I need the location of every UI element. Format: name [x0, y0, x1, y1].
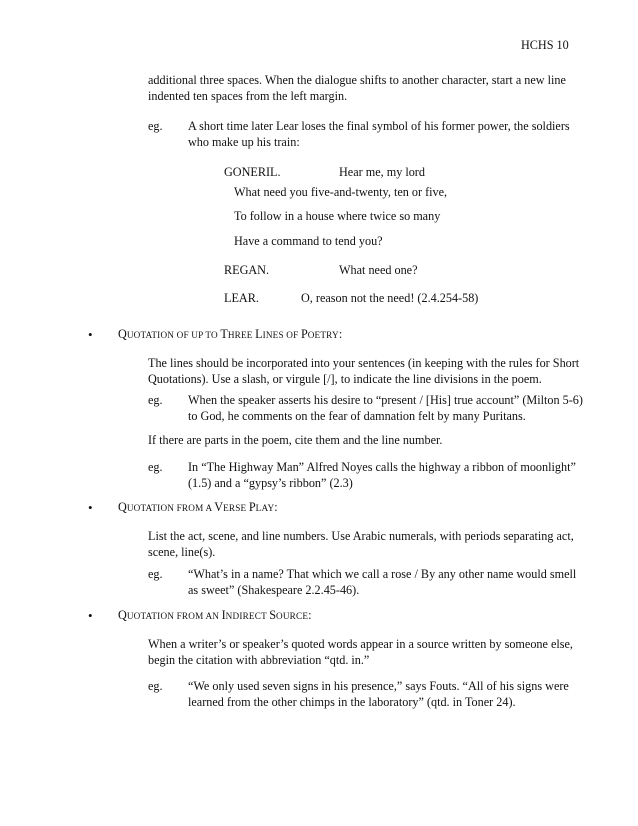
page-header: HCHS 10 — [521, 38, 569, 52]
example1-line-2: who make up his train: — [188, 135, 300, 149]
section-heading-verse-play: QUOTATION FROM A VERSE PLAY: — [118, 500, 278, 514]
indirect-eg-line-1: “We only used seven signs in his presence,” says Fouts. “All of his signs were — [188, 679, 569, 693]
section-heading-poetry: QUOTATION OF UP TO THREE LINES OF POETRY: — [118, 327, 343, 341]
poetry-para-2: If there are parts in the poem, cite them and the line number. — [148, 433, 443, 447]
verse-line-1: What need you five-and-twenty, ten or five, — [234, 185, 448, 199]
verse-line-3: Have a command to tend you? — [234, 234, 383, 248]
poetry-eg2-line-2: (1.5) and a “gypsy’s ribbon” (2.3) — [188, 476, 353, 490]
example1-line-1: A short time later Lear loses the final symbol of his former power, the soldiers — [188, 119, 570, 133]
poetry-para-line-1: The lines should be incorporated into your sentences (in keeping with the rules for Short — [148, 356, 580, 370]
indirect-para-line-1: When a writer’s or speaker’s quoted words appear in a source written by someone else, — [148, 637, 573, 651]
verse-eg-line-1: “What’s in a name? That which we call a rose / By any other name would smell — [188, 567, 577, 581]
eg-label: eg. — [148, 460, 163, 474]
speaker-lear: LEAR. — [224, 291, 259, 305]
eg-label: eg. — [148, 393, 163, 407]
lear-line: O, reason not the need! (2.4.254-58) — [301, 291, 479, 305]
bullet-icon: • — [88, 327, 93, 342]
section-heading-indirect-source: QUOTATION FROM AN INDIRECT SOURCE: — [118, 608, 312, 622]
intro-line-1: additional three spaces. When the dialogue shifts to another character, start a new line — [148, 73, 566, 87]
poetry-eg1-line-2: to God, he comments on the fear of damnation felt by many Puritans. — [188, 409, 526, 423]
poetry-eg1-line-1: When the speaker asserts his desire to “present / [His] true account” (Milton 5-6) — [188, 393, 583, 407]
bullet-icon: • — [88, 608, 93, 623]
eg-label: eg. — [148, 119, 163, 133]
intro-line-2: indented ten spaces from the left margin. — [148, 89, 348, 103]
eg-label: eg. — [148, 567, 163, 581]
poetry-para-line-2: Quotations). Use a slash, or virgule [/], to indicate the line divisions in the poem. — [148, 372, 542, 386]
poetry-eg2-line-1: In “The Highway Man” Alfred Noyes calls the highway a ribbon of moonlight” — [188, 460, 576, 474]
indirect-eg-line-2: learned from the other chimps in the laboratory” (qtd. in Toner 24). — [188, 695, 516, 709]
verse-para-line-2: scene, line(s). — [148, 545, 216, 559]
goneril-line: Hear me, my lord — [339, 165, 425, 179]
verse-line-2: To follow in a house where twice so many — [234, 209, 441, 223]
speaker-goneril: GONERIL. — [224, 165, 281, 179]
eg-label: eg. — [148, 679, 163, 693]
indirect-para-line-2: begin the citation with abbreviation “qtd. in.” — [148, 653, 370, 667]
verse-para-line-1: List the act, scene, and line numbers. Use Arabic numerals, with periods separating act, — [148, 529, 574, 543]
speaker-regan: REGAN. — [224, 263, 270, 277]
regan-line: What need one? — [339, 263, 418, 277]
verse-eg-line-2: as sweet” (Shakespeare 2.2.45-46). — [188, 583, 360, 597]
bullet-icon: • — [88, 500, 93, 515]
